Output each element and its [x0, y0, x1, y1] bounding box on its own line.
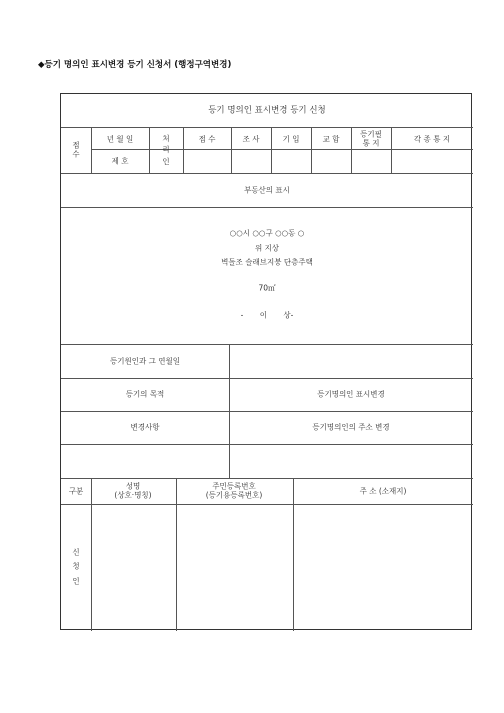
cause-label: 등기원인과 그 연월일 — [110, 356, 180, 366]
division-header: 구분 — [68, 486, 84, 496]
property-area: 70㎡ — [258, 283, 276, 293]
divider — [61, 207, 473, 208]
processor-label: 처 리 인 — [162, 134, 170, 166]
divider — [176, 478, 177, 631]
divider — [311, 127, 312, 173]
divider — [391, 127, 392, 173]
date-label: 년 월 일 — [106, 134, 134, 144]
divider — [61, 127, 473, 128]
property-address: ○○시 ○○구 ○○동 ○ — [229, 228, 305, 238]
divider — [149, 127, 150, 173]
divider — [61, 411, 473, 412]
purpose-value: 등기명의인 표시변경 — [317, 389, 385, 399]
step-entry: 기 입 — [282, 134, 300, 144]
change-label: 변경사항 — [130, 422, 160, 432]
step-receipt: 접 수 — [198, 134, 216, 144]
name-header: 성명 (상호·명칭) — [114, 481, 152, 500]
divider — [351, 127, 352, 173]
step-various-notices: 각 종 통 지 — [413, 134, 451, 144]
purpose-label: 등기의 목적 — [125, 389, 165, 399]
property-location: 위 지상 — [254, 243, 280, 253]
divider — [271, 127, 272, 173]
receipt-label: 접 수 — [72, 140, 80, 159]
divider — [61, 378, 473, 379]
id-number-header: 주민등록번호 (등기용등록번호) — [205, 481, 263, 500]
step-completion-notice: 등기필 통 지 — [360, 129, 382, 148]
change-value: 등기명의인의 주소 변경 — [312, 422, 390, 432]
step-review: 조 사 — [242, 134, 260, 144]
divider — [61, 444, 473, 445]
property-end-mark: - 이 상- — [240, 310, 294, 320]
divider — [61, 504, 473, 505]
divider — [293, 478, 294, 631]
divider — [61, 478, 473, 479]
document-title: ◆등기 명의인 표시변경 등기 신청서 (행정구역변경) — [38, 60, 232, 70]
divider — [61, 173, 473, 174]
divider — [91, 478, 92, 631]
property-structure: 벽돌조 슬래브지붕 단층주택 — [221, 257, 313, 267]
divider — [61, 344, 473, 345]
divider — [229, 344, 230, 478]
applicant-label: 신 청 인 — [72, 547, 80, 586]
form-title: 등기 명의인 표시변경 등기 신청 — [208, 105, 326, 116]
property-header: 부동산의 표시 — [244, 185, 290, 195]
number-label: 제 호 — [111, 156, 129, 166]
application-form — [60, 93, 472, 630]
address-header: 주 소 (소재지) — [359, 486, 407, 496]
divider — [183, 127, 184, 173]
divider — [231, 127, 232, 173]
step-verify: 교 합 — [322, 134, 340, 144]
divider — [91, 127, 92, 173]
